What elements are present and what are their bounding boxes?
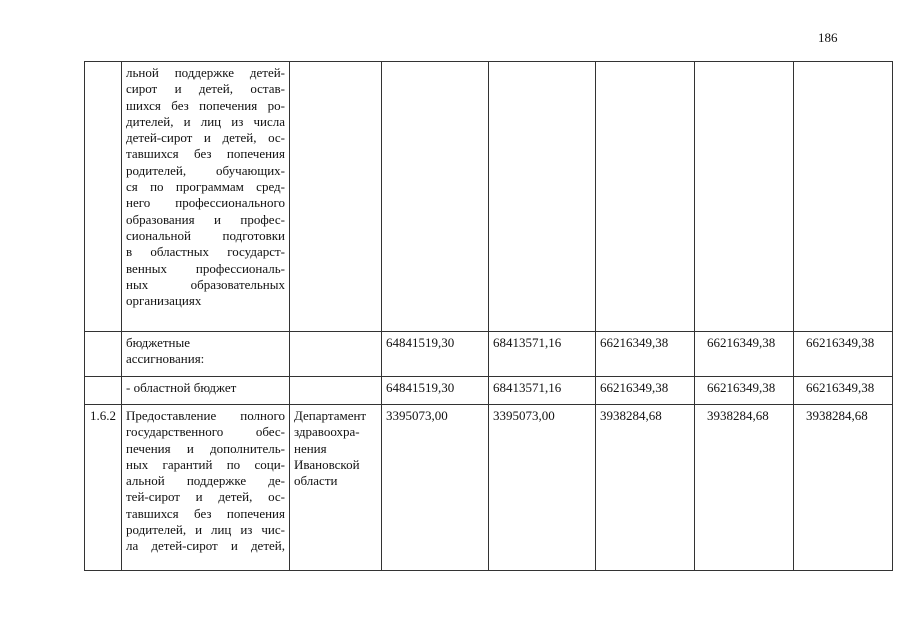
table-row	[85, 332, 893, 377]
description-line: детей-сирот и детей, ос-	[126, 130, 285, 146]
description-line: родителей, обучающих-	[126, 162, 285, 178]
description-line: ассигнования:	[126, 351, 205, 367]
executor-line: Департамент	[294, 408, 367, 423]
description-line: льной поддержке детей-	[126, 65, 285, 80]
description-line: тавшихся без попечения	[126, 505, 285, 521]
value-cell: 66216349,38	[794, 332, 893, 377]
executor-cell	[290, 405, 382, 571]
value-cell: 68413571,16	[489, 377, 596, 405]
description-line: сиональной подготовки	[126, 227, 285, 243]
description-cell	[122, 332, 290, 377]
budget-table	[84, 61, 893, 571]
description-cell	[122, 377, 290, 405]
description-line: бюджетные	[126, 335, 191, 350]
value-cell: 64841519,30	[382, 377, 489, 405]
description-line: дителей, и лиц из числа	[126, 113, 285, 129]
description-cell	[122, 405, 290, 571]
row-index-cell	[85, 62, 122, 332]
value-cell: 66216349,38	[596, 377, 695, 405]
value-cell: 3938284,68	[794, 405, 893, 571]
value-cell	[794, 62, 893, 332]
description-line: тавшихся без попечения	[126, 146, 285, 162]
description-line: ла детей-сирот и детей,	[126, 538, 285, 554]
value-cell	[382, 62, 489, 332]
description-line: ных образовательных	[126, 276, 285, 292]
row-index-cell	[85, 332, 122, 377]
executor-line: нения	[294, 440, 327, 456]
description-line: него профессионального	[126, 195, 285, 211]
description-line: - областной бюджет	[126, 380, 237, 395]
description-line: родителей, и лиц из чис-	[126, 522, 285, 538]
description-line: печения и дополнитель-	[126, 440, 285, 456]
value-cell: 66216349,38	[794, 377, 893, 405]
description-line: ся по программам сред-	[126, 179, 285, 195]
executor-cell	[290, 377, 382, 405]
executor-cell	[290, 62, 382, 332]
value-cell: 3938284,68	[596, 405, 695, 571]
description-line: шихся без попечения ро-	[126, 97, 285, 113]
description-line: альной поддержке де-	[126, 473, 285, 489]
description-line: венных профессиональ-	[126, 260, 285, 276]
value-cell: 3395073,00	[489, 405, 596, 571]
table-row	[85, 62, 893, 332]
description-line: организациях	[126, 293, 202, 309]
description-line: сирот и детей, остав-	[126, 81, 285, 97]
value-cell	[596, 62, 695, 332]
row-index-cell: 1.6.2	[85, 405, 122, 571]
description-line: в областных государст-	[126, 244, 285, 260]
value-cell: 66216349,38	[596, 332, 695, 377]
value-cell	[695, 62, 794, 332]
description-line: государственного обес-	[126, 424, 285, 440]
description-line: тей-сирот и детей, ос-	[126, 489, 285, 505]
executor-line: области	[294, 473, 338, 489]
value-cell: 3395073,00	[382, 405, 489, 571]
executor-cell	[290, 332, 382, 377]
table-row	[85, 405, 893, 571]
description-cell	[122, 62, 290, 332]
executor-line: Ивановской	[294, 456, 360, 472]
row-index-cell	[85, 377, 122, 405]
description-line: Предоставление полного	[126, 408, 285, 423]
description-line: образования и профес-	[126, 211, 285, 227]
value-cell: 64841519,30	[382, 332, 489, 377]
description-line: ных гарантий по соци-	[126, 456, 285, 472]
value-cell: 68413571,16	[489, 332, 596, 377]
value-cell: 66216349,38	[695, 332, 794, 377]
table-row	[85, 377, 893, 405]
value-cell	[489, 62, 596, 332]
page-number: 186	[818, 30, 838, 45]
value-cell: 3938284,68	[695, 405, 794, 571]
value-cell: 66216349,38	[695, 377, 794, 405]
executor-line: здравоохра-	[294, 424, 360, 440]
